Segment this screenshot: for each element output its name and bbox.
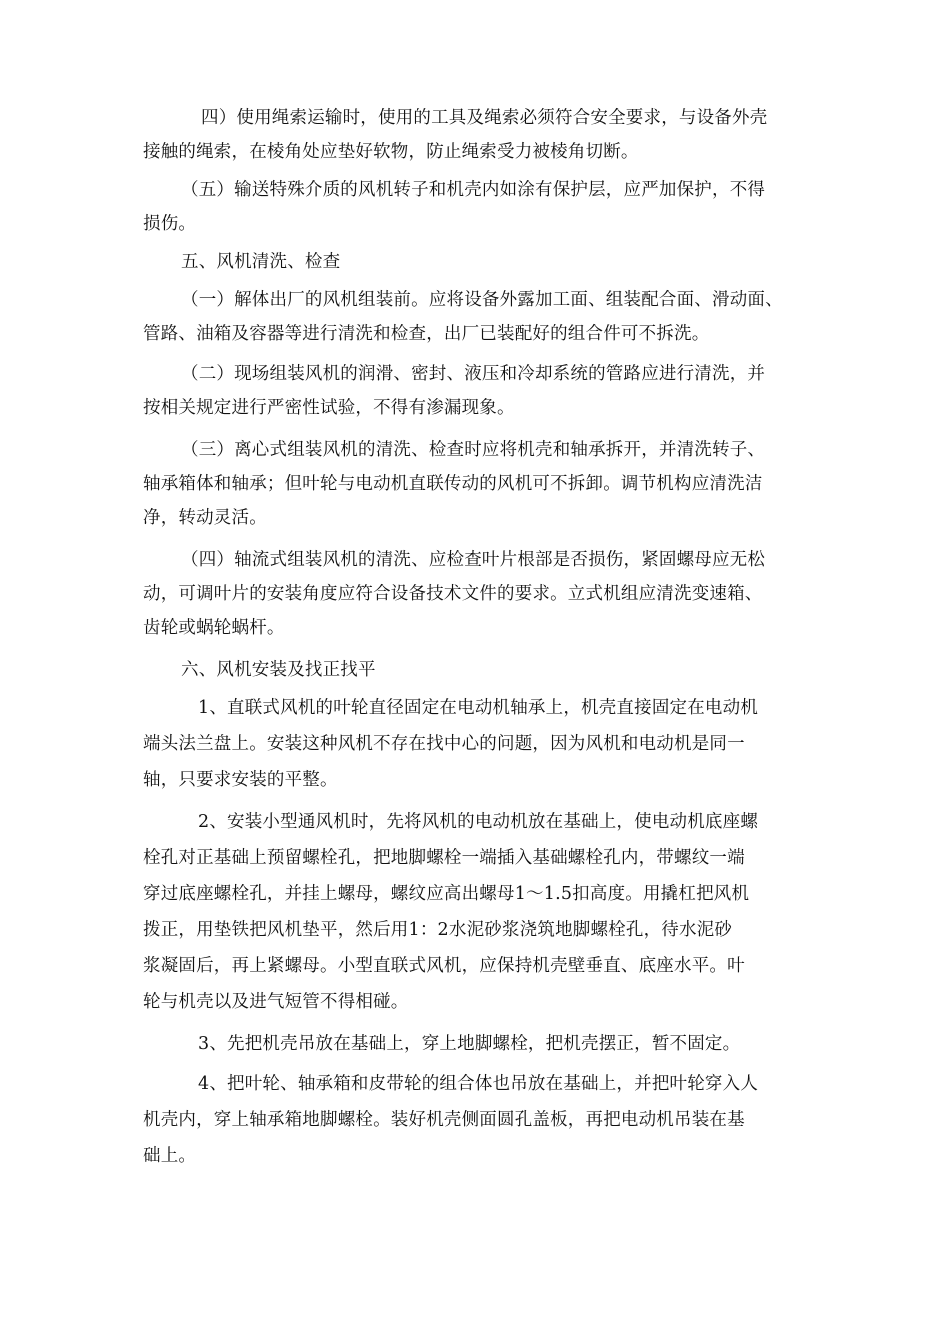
paragraph-line: 3、先把机壳吊放在基础上，穿上地脚螺栓，把机壳摆正，暂不固定。 — [198, 1034, 741, 1054]
paragraph-line: 轴承箱体和轴承；但叶轮与电动机直联传动的风机可不拆卸。调节机构应清洗洁 — [143, 474, 763, 494]
paragraph-line: 栓孔对正基础上预留螺栓孔，把地脚螺栓一端插入基础螺栓孔内，带螺纹一端 — [143, 848, 745, 868]
paragraph-line: 按相关规定进行严密性试验，不得有渗漏现象。 — [143, 398, 515, 418]
paragraph-line: 四）使用绳索运输时，使用的工具及绳索必须符合安全要求，与设备外壳 — [201, 108, 768, 128]
paragraph-line: （三）离心式组装风机的清洗、检查时应将机壳和轴承拆开，并清洗转子、 — [181, 440, 766, 460]
paragraph-line: 4、把叶轮、轴承箱和皮带轮的组合体也吊放在基础上，并把叶轮穿入人 — [198, 1074, 759, 1094]
paragraph-line: 轮与机壳以及进气短管不得相碰。 — [143, 992, 409, 1012]
paragraph-line: 浆凝固后，再上紧螺母。小型直联式风机，应保持机壳壁垂直、底座水平。叶 — [143, 956, 745, 976]
section-heading: 六、风机安装及找正找平 — [181, 660, 376, 680]
paragraph-line: 动，可调叶片的安装角度应符合设备技术文件的要求。立式机组应清洗变速箱、 — [143, 584, 763, 604]
paragraph-line: （四）轴流式组装风机的清洗、应检查叶片根部是否损伤，紧固螺母应无松 — [181, 550, 766, 570]
paragraph-line: （五）输送特殊介质的风机转子和机壳内如涂有保护层，应严加保护，不得 — [181, 180, 766, 200]
paragraph-line: 损伤。 — [143, 214, 197, 234]
section-heading: 五、风机清洗、检查 — [181, 252, 341, 272]
paragraph-line: 接触的绳索，在棱角处应垫好软物，防止绳索受力被棱角切断。 — [143, 142, 639, 162]
paragraph-line: （一）解体出厂的风机组装前。应将设备外露加工面、组装配合面、滑动面、 — [181, 290, 783, 310]
paragraph-line: 管路、油箱及容器等进行清洗和检查，出厂已装配好的组合件可不拆洗。 — [143, 324, 710, 344]
paragraph-line: 净，转动灵活。 — [143, 508, 267, 528]
paragraph-line: 础上。 — [143, 1146, 197, 1166]
paragraph-line: 穿过底座螺栓孔，并挂上螺母，螺纹应高出螺母1～1.5扣高度。用撬杠把风机 — [143, 884, 750, 904]
paragraph-line: 1、直联式风机的叶轮直径固定在电动机轴承上，机壳直接固定在电动机 — [198, 698, 759, 718]
paragraph-line: 2、安装小型通风机时，先将风机的电动机放在基础上，使电动机底座螺 — [198, 812, 759, 832]
paragraph-line: 轴，只要求安装的平整。 — [143, 770, 338, 790]
paragraph-line: 端头法兰盘上。安装这种风机不存在找中心的问题，因为风机和电动机是同一 — [143, 734, 745, 754]
paragraph-line: 齿轮或蜗轮蜗杆。 — [143, 618, 285, 638]
paragraph-line: 拨正，用垫铁把风机垫平，然后用1：2水泥砂浆浇筑地脚螺栓孔，待水泥砂 — [143, 920, 733, 940]
paragraph-line: 机壳内，穿上轴承箱地脚螺栓。装好机壳侧面圆孔盖板，再把电动机吊装在基 — [143, 1110, 745, 1130]
paragraph-line: （二）现场组装风机的润滑、密封、液压和冷却系统的管路应进行清洗，并 — [181, 364, 766, 384]
